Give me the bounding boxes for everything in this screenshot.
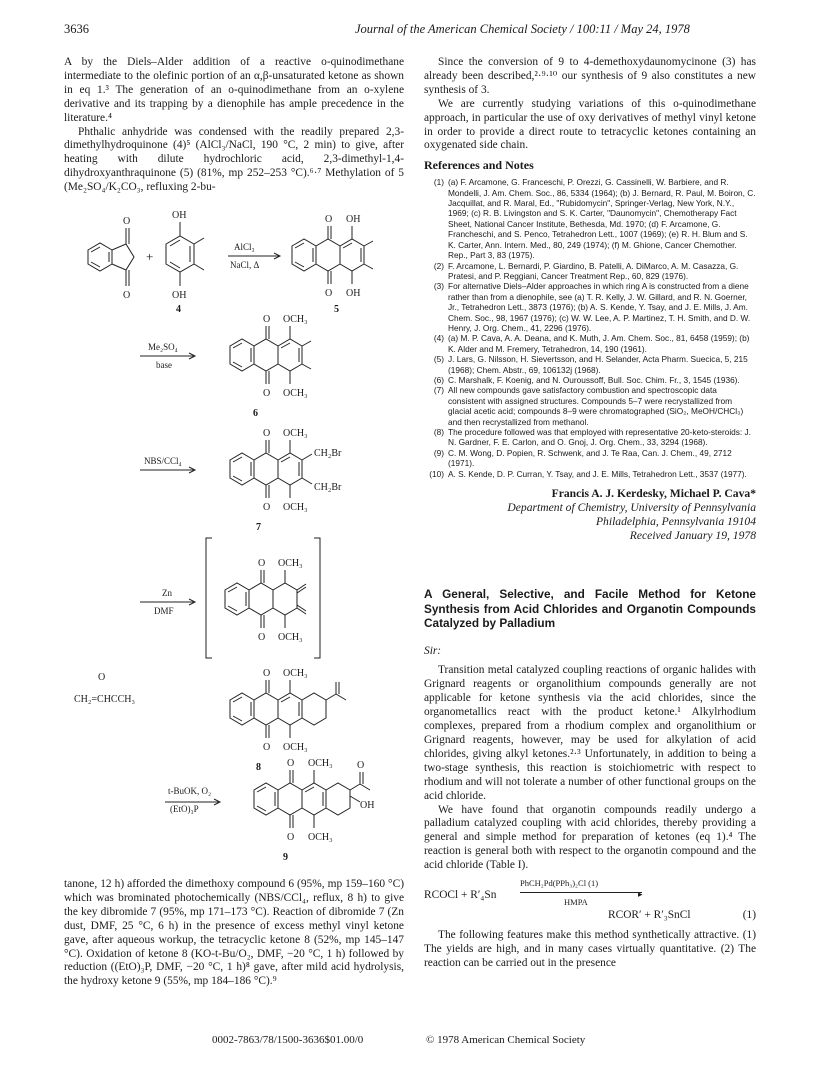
- left-column-bottom: [64, 878, 404, 989]
- atom-label: O: [325, 288, 333, 299]
- compound-4-structure: [166, 222, 204, 286]
- svg-text:+: +: [146, 249, 154, 264]
- atom-label: OH: [346, 288, 361, 299]
- atom-label: O: [263, 428, 271, 439]
- reference-text: For alternative Diels–Alder approaches in which ring A is constructed from a diene rather than from a dienophile, see (a) T. R. Kelly, J. W. Gillard, and R. N. Goerner, Jr., Tetrahedron Lett., 3873 (1976); (b) A. S. Kende, Y. Tsay, and J. E. Mills, J. Am. Chem. Soc., 98, 1967 (1976); (c) W. W. Lee, A. P. Martinez, T. H. Smith, and D. W. Henry, J. Org. Chem., 41, 2296 (1976).: [448, 281, 751, 333]
- atom-label: OCH₃: [278, 632, 303, 643]
- atom-label: OCH₃: [283, 502, 308, 513]
- compound-number: 9: [283, 852, 288, 863]
- scheme-drawing: [70, 198, 410, 870]
- reference-text: (a) M. P. Cava, A. A. Deana, and K. Muth, J. Am. Chem. Soc., 81, 6458 (1959); (b) K. Alder and M. Fremery, Tetrahedron, 14, 190 (1961).: [448, 333, 750, 354]
- compound-number: 4: [176, 304, 181, 315]
- compound-number: 6: [253, 408, 258, 419]
- reaction-arrow: [520, 892, 642, 893]
- reference-text: C. Marshalk, F. Koenig, and N. Ouroussoff, Bull. Soc. Chim. Fr., 3, 1545 (1936).: [448, 374, 740, 385]
- reagent-label: AlCl₃: [234, 242, 255, 252]
- atom-label: OH: [346, 214, 361, 225]
- reference-text: All new compounds gave satisfactory combustion and spectroscopic data consistent with assigned structures. Compounds 5–7 were recrystallized from glacial acetic acid; compounds 8–9 were chromatographed (SiO₂, MeOH/CHCl₃) and then recrystallized from methanol.: [448, 385, 744, 427]
- atom-label: O: [263, 502, 271, 513]
- reference-number: (7): [433, 385, 444, 396]
- atom-label: OCH₃: [283, 388, 308, 399]
- atom-label: CH₂Br: [314, 482, 342, 493]
- reference-item: [424, 281, 756, 333]
- reference-item: [424, 427, 756, 448]
- reference-item: [424, 469, 756, 479]
- atom-label: OCH₃: [283, 428, 308, 439]
- paragraph: A by the Diels–Alder addition of a reactive o-quinodimethane intermediate to the olefinic portion of an α,β-unsaturated ketone as shown in eq 1.³ The generation of an o-quinodimethane from an o-xylene derivative and its trapping by a dienophile has ample precedence in the literature.⁴: [64, 56, 404, 124]
- paragraph: Phthalic anhydride was condensed with the readily prepared 2,3-dimethylhydroquinone (4)⁵ (AlCl₃/NaCl, 190 °C, 2 min) to give, after heating with dilute hydrochloric acid, 2,3-dimethyl-1,4-dihydroxyanthraquinone (5) (81%, mp 252–253 °C).⁶·⁷ Methylation of 5 (Me₂SO₄/K₂CO₃, refluxing 2-bu-: [64, 125, 404, 194]
- references-heading: References and Notes: [424, 158, 534, 173]
- reference-number: (5): [433, 354, 444, 365]
- reference-number: (3): [433, 281, 444, 292]
- atom-label: OH: [172, 290, 187, 301]
- reagent-label: CH₂=CHCCH₃: [74, 694, 135, 705]
- affiliation: Department of Chemistry, University of Pennsylvania: [507, 501, 756, 515]
- reference-number: (4): [433, 333, 444, 344]
- reference-number: (8): [433, 427, 444, 437]
- footer-code: 0002-7863/78/1500-3636$01.00/0: [212, 1034, 364, 1046]
- authors: Francis A. J. Kerdesky, Michael P. Cava*: [551, 487, 756, 501]
- atom-label: O: [287, 832, 295, 843]
- compound-9-structure: [254, 770, 370, 828]
- compound-7-structure: [230, 440, 312, 498]
- atom-label: O: [258, 558, 266, 569]
- equation-number: (1): [742, 909, 756, 922]
- equation-lhs: RCOCl + R′₄Sn: [424, 889, 497, 902]
- atom-label: O: [98, 672, 106, 683]
- reagent-label: Me₂SO₄: [148, 342, 178, 352]
- reference-item: [424, 385, 756, 427]
- reference-text: C. M. Wong, D. Popien, R. Schwenk, and J. Te Raa, Can. J. Chem., 49, 2712 (1971).: [448, 447, 732, 469]
- reference-text: F. Arcamone, L. Bernardi, P. Giardino, B. Patelli, A. DiMarco, A. M. Casazza, G. Pratesi, and P. Reggiani, Cancer Treatment Rep., 60, 829 (1976).: [448, 260, 739, 281]
- compound-5-structure: [292, 226, 373, 284]
- reference-text: (a) F. Arcamone, G. Franceschi, P. Orezzi, G. Cassinelli, W. Barbiere, and R. Mondelli, J. Am. Chem. Soc., 86, 5334 (1964); (b) J. Bernard, R. Paul, M. Boiron, C. Jacquillat, and R. Maral, Ed., "Rubidomycin", Springer-Verlag, New York, N.Y., 1969; (c) R. B. Livingston and S. K. Carter, "Daunomycin", Chemotherapy Fact Sheet, National Cancer Institute, Bethesda, Md. 1970; (d) F. Arcamone, G. Francheschi, and S. Penco, Tetrahedron Lett., 1007 (1969); (e) R. H. Blum and S. K. Carter, Ann. Intern. Med., 80, 249 (1974); (f) M. Ghione, Cancer Chemother. Rep., Part 3, 83 (1975).: [448, 177, 756, 261]
- reagent-label: DMF: [154, 606, 174, 616]
- reagent-label: t-BuOK, O₂: [168, 786, 212, 796]
- atom-label: O: [123, 290, 131, 301]
- arrow-head-icon: ▸: [638, 889, 643, 900]
- reference-item: [424, 448, 756, 469]
- author-signature: [424, 487, 756, 543]
- atom-label: O: [263, 314, 271, 325]
- reagent-label: base: [156, 360, 172, 370]
- reference-text: J. Lars, G. Nilsson, H. Sievertsson, and H. Selander, Acta Pharm. Suecica, 5, 215 (1968); Chem. Abstr., 69, 106132j (1968).: [448, 354, 748, 375]
- atom-label: OCH₃: [283, 742, 308, 753]
- reference-number: (10): [429, 468, 444, 479]
- reference-number: (6): [433, 374, 444, 385]
- reagent-label: NBS/CCl₄: [144, 456, 182, 466]
- atom-label: OCH₃: [278, 558, 303, 569]
- atom-label: OCH₃: [283, 668, 308, 679]
- paragraph: We are currently studying variations of this o-quinodimethane approach, in particular the use of oxy derivatives of methyl vinyl ketone in order to provide a direct route to tetracyclic ketones containing an oxygenated side chain.: [424, 97, 756, 152]
- left-column-top: [64, 56, 404, 195]
- phthalic-anhydride-structure: [88, 228, 134, 286]
- atom-label: O: [258, 632, 266, 643]
- article-title: A General, Selective, and Facile Method for Ketone Synthesis from Acid Chlorides and Organotin Compounds Catalyzed by Palladium: [424, 587, 756, 631]
- reference-number: (9): [433, 447, 444, 458]
- atom-label: O: [123, 216, 131, 227]
- equation-rhs: RCOR′ + R′₃SnCl: [608, 909, 691, 922]
- reference-item: [424, 177, 756, 260]
- reagent-label: Zn: [162, 588, 172, 598]
- atom-label: O: [325, 214, 333, 225]
- atom-label: CH₂Br: [314, 448, 342, 459]
- right-column: [424, 56, 756, 971]
- compound-6-structure: [230, 326, 311, 384]
- paragraph: tanone, 12 h) afforded the dimethoxy compound 6 (95%, mp 159–160 °C) which was brominated photochemically (NBS/CCl₄, reflux, 8 h) to give the key dibromide 7 (95%, mp 171–173 °C). Reaction of dibromide 7 (Zn dust, DMF, 25 °C, 6 h) in the presence of excess methyl vinyl ketone gave, after aqueous workup, the tetracyclic ketone 8 (52%, mp 145–147 °C). Oxidation of ketone 8 (KO-t-Bu/O₂, DMF, −20 °C, 1 h) followed by reduction ((EtO)₃P, DMF, −20 °C, 1 h)⁸ gave, after mild acid hydrolysis, the hydroxy ketone 9 (55%, mp 184–186 °C).⁹: [64, 878, 404, 988]
- reagent-label: NaCl, Δ: [230, 260, 260, 270]
- running-header: Journal of the American Chemical Society / 100:11 / May 24, 1978: [355, 22, 690, 36]
- equation-solvent: HMPA: [564, 897, 588, 908]
- page-number: 3636: [64, 22, 89, 36]
- atom-label: O: [287, 758, 295, 769]
- atom-label: O: [357, 760, 365, 771]
- compound-number: 5: [334, 304, 339, 315]
- city: Philadelphia, Pennsylvania 19104: [595, 515, 756, 529]
- reference-item: [424, 375, 756, 385]
- paragraph: Transition metal catalyzed coupling reactions of organic halides with Grignard reagents or organolithium compounds generally are not applicable for ketone synthesis via the acid chlorides, since the organometallics react with the product ketone.¹ Alkylrhodium complexes, prepared from a rhodium complex and organolithium or Grignard reagents, however, may be used for alkylation of acid chlorides, giving alkyl ketones.²·³ Unfortunately, in addition to being a two-stage synthesis, this reaction is stoichiometric with respect to rhodium and will not tolerate a number of other functional groups on the acid chloride.: [424, 664, 756, 802]
- reference-item: [424, 261, 756, 282]
- reference-number: (1): [433, 177, 444, 188]
- reaction-scheme: [70, 198, 410, 870]
- compound-number: 8: [256, 762, 261, 773]
- equation-1: [424, 879, 756, 925]
- atom-label: O: [263, 388, 271, 399]
- reference-text: A. S. Kende, D. P. Curran, Y. Tsay, and J. E. Mills, Tetrahedron Lett., 3537 (1977).: [448, 468, 747, 479]
- compound-8-structure: [230, 680, 346, 738]
- atom-label: OH: [360, 800, 375, 811]
- atom-label: O: [263, 742, 271, 753]
- atom-label: OCH₃: [308, 758, 333, 769]
- atom-label: O: [263, 668, 271, 679]
- reference-item: [424, 354, 756, 375]
- reference-item: [424, 333, 756, 354]
- reference-text: The procedure followed was that employed with representative 20-keto-steroids: J. N. Gardner, F. E. Carlon, and O. Gnoj, J. Org. Chem., 33, 3294 (1968).: [448, 427, 751, 448]
- quinodimethane-structure: [225, 570, 306, 628]
- paragraph: Since the conversion of 9 to 4-demethoxydaunomycinone (3) has already been described,²·⁹·¹⁰ our synthesis of 9 also constitutes a new synthesis of 3.: [424, 56, 756, 96]
- atom-label: OCH₃: [283, 314, 308, 325]
- paragraph: The following features make this method synthetically attractive. (1) The yields are high, and in many cases virtually quantitative. (2) The reaction can be carried out in the presence: [424, 929, 756, 969]
- reference-number: (2): [433, 260, 444, 271]
- reagent-label: (EtO)₃P: [170, 804, 199, 814]
- footer-copyright: © 1978 American Chemical Society: [426, 1034, 586, 1046]
- references-list: [424, 177, 756, 479]
- salutation: Sir:: [424, 644, 442, 657]
- atom-label: OCH₃: [308, 832, 333, 843]
- equation-catalyst: PhCH₂Pd(PPh₃)₂Cl (1): [520, 878, 599, 889]
- paragraph: We have found that organotin compounds readily undergo a palladium catalyzed coupling with acid chlorides, thereby providing a general and simple method for preparation of ketones (eq 1).⁴ The reaction is general both with respect to the organotin compound and the acid chloride (Table I).: [424, 803, 756, 872]
- compound-number: 7: [256, 522, 261, 533]
- received-date: Received January 19, 1978: [629, 529, 756, 543]
- atom-label: OH: [172, 210, 187, 221]
